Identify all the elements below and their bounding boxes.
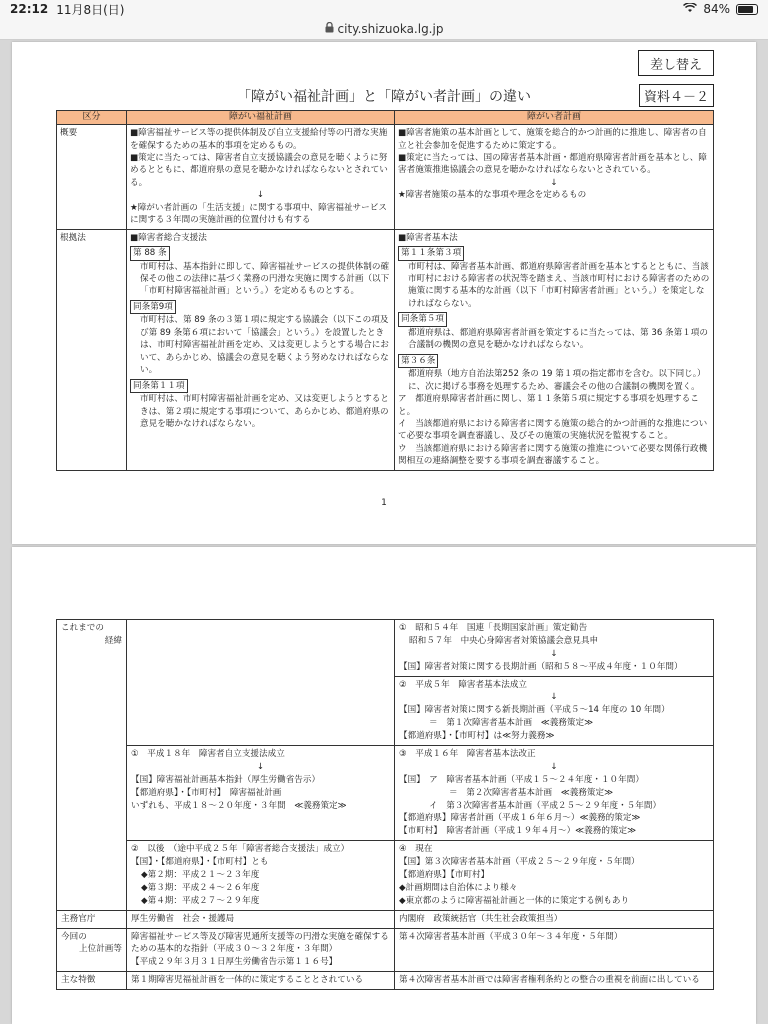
list-item: ◆第４期：平成２７～２９年度 [141, 895, 260, 906]
article-text: 市町村は、第 89 条の３第１項に規定する協議会（以下この項及び第 89 条第６項において「協議会」という。）を設置したときは、市町村障害福祉計画を定め、又は変更しようとする場合において、あらかじめ、協議会の意見を聴くよう努めなければならない。 [140, 315, 389, 376]
table-header-row [57, 111, 714, 125]
article-text: 市町村は、障害者基本計画、都道府県障害者計画を基本とするとともに、当該市町村における障害者の状況等を踏まえ、当該市町村における障害者のための施策に関する基本的な計画（以下「市町村障害者計画」という。）を策定しなければならない。 [408, 261, 710, 309]
row-label: 根拠法 [57, 229, 127, 470]
arrow-down: ↓ [550, 761, 558, 772]
table-row [57, 928, 714, 972]
article-tag: 第３６条 [398, 354, 438, 368]
list-item: 【都道府県】【市町村】 [399, 870, 490, 881]
label-line: 上位計画等 [79, 944, 122, 955]
list-item: いずれも、平成１８～２０年度・３年間 ≪義務策定≫ [131, 800, 347, 811]
lock-icon [325, 22, 334, 36]
list-item: 【国】障害者対策に関する長期計画（昭和５８～平成４年度・１０年間） [399, 661, 683, 672]
table-row [57, 620, 714, 677]
list-item: 【国】第３次障害者基本計画（平成２５～２９年度・５年間） [399, 857, 640, 868]
list-item: 【都道府県】・【市町村】は≪努力義務≫ [399, 731, 555, 742]
header-category: 区分 [57, 111, 127, 125]
article-text: 都道府県（地方自治法第252 条の 19 第１項の指定都市を含む。以下同じ。）に、次に掲げる事務を処理するため、審議会その他の合議制の機関を置く。 [408, 369, 706, 392]
list-item: ＝ 第１次障害者基本計画 ≪義務策定≫ [429, 718, 594, 729]
arrow-down: ↓ [550, 177, 558, 188]
list-item: ◆第２期：平成２１～２３年度 [141, 870, 260, 881]
page-number: 1 [381, 498, 387, 508]
list-item: ◆東京都のように障害福祉計画と一体的に策定する例もあり [399, 895, 630, 906]
article-tag: 同条第１１項 [130, 379, 188, 393]
law-name: ■障害者総合支援法 [130, 232, 207, 243]
address-bar[interactable] [0, 18, 768, 40]
history-right-4 [395, 841, 714, 910]
authority-right: 内閣府 政策統括官（共生社会政策担当） [395, 910, 714, 928]
list-item: ■策定に当たっては、国の障害者基本計画・都道府県障害者計画を基本とし、障害者施策推進協議会の意見を聴かなければならないとされている。 [398, 152, 707, 176]
list-item: 【平成２９年３月３１日厚生労働省告示第１１６号】 [131, 957, 338, 968]
basis-right [395, 229, 714, 470]
list-item: ◆第３期：平成２４～２６年度 [141, 882, 260, 893]
list-item: イ 当該都道府県における障害者に関する施策の総合的かつ計画的な推進について必要な事項を調査審議し、及びその施策の実施状況を監視すること。 [398, 419, 708, 442]
list-item: 【市町村】 障害者計画（平成１９年４月～）≪義務的策定≫ [399, 826, 637, 837]
article-tag: 第 88 条 [130, 246, 170, 260]
article-text: 市町村は、基本指針に即して、障害福祉サービスの提供体制の確保その他この法律に基づく業務の円滑な実施に関する計画（以下「市町村障害福祉計画」という。）を定めるものとする。 [140, 261, 390, 297]
history-left-3 [127, 746, 395, 841]
article-tag: 第１１条第３項 [398, 246, 464, 260]
table-row [57, 841, 714, 910]
list-item: ② 平成５年 障害者基本法成立 [399, 679, 528, 690]
list-item: 【国】障害福祉計画基本指針（厚生労働省告示） [131, 774, 321, 785]
list-item: ② 以後 （途中平成２５年「障害者総合支援法」成立） [131, 844, 350, 855]
wifi-icon [683, 2, 697, 16]
row-label [57, 620, 127, 911]
row-label [57, 928, 127, 972]
battery-icon [736, 4, 758, 15]
list-item: ① 平成１８年 障害者自立支援法成立 [131, 749, 285, 760]
arrow-down: ↓ [256, 190, 265, 201]
table-row [57, 746, 714, 841]
feature-left: 第１期障害児福祉計画を一体的に策定することとされている [127, 972, 395, 990]
list-item: ■障害者施策の基本計画として、施策を総合的かつ計画的に推進し、障害者の自立と社会参加を促進するために策定する。 [398, 128, 707, 151]
battery-percent: 84% [703, 2, 730, 16]
list-item: イ 第３次障害者基本計画（平成２５～２９年度・５年間） [429, 800, 662, 811]
list-item: ① 昭和５４年 国連「長期国家計画」策定勧告 [399, 623, 588, 633]
list-item: ア 都道府県障害者計画に関し、第１１条第５項に規定する事項を処理すること。 [398, 394, 699, 417]
list-item: 【都道府県】・【市町村】 障害福祉計画 [131, 787, 282, 798]
empty-cell [127, 620, 395, 746]
label-line: 今回の [61, 931, 87, 942]
header-disability-plan: 障がい者計画 [395, 111, 714, 125]
overview-left [127, 125, 395, 230]
list-item: ★障がい者計画の「生活支援」に関する事項中、障害福祉サービスに関する３年間の実施計画的位置付けも有する [130, 202, 387, 226]
feature-right: 第４次障害者基本計画では障害者権利条約との整合の重視を前面に出している [395, 972, 714, 990]
list-item: 【都道府県】障害者計画（平成１６年６月～）≪義務的策定≫ [399, 813, 641, 824]
history-right-2 [395, 676, 714, 745]
status-time: 22:12 [10, 2, 49, 16]
row-label: 主な特徴 [57, 972, 127, 990]
header-welfare-plan: 障がい福祉計画 [127, 111, 395, 125]
arrow-down: ↓ [256, 761, 265, 772]
list-item: ◆計画期間は自治体により様々 [399, 882, 518, 893]
law-name: ■障害者基本法 [398, 232, 458, 243]
list-item: ★障害者施策の基本的な事項や理念を定めるもの [398, 190, 587, 201]
label-line: 経緯 [104, 635, 122, 646]
list-item: ■策定に当たっては、障害者自立支援協議会の意見を聴くように努めるとともに、都道府県の意見を聴かなければならないとされている。 [130, 152, 388, 188]
list-item: ウ 当該都道府県における障害者に関する施策の推進について必要な関係行政機関相互の連絡調整を要する事項を調査審議すること。 [398, 443, 708, 467]
table-row [57, 125, 714, 230]
document-title: 「障がい福祉計画」と「障がい者計画」の違い [237, 89, 531, 105]
table-row [57, 910, 714, 928]
upper-right: 第４次障害者基本計画（平成３０年～３４年度・５年間） [395, 928, 714, 972]
overview-right [395, 125, 714, 230]
history-left-4 [127, 841, 395, 910]
list-item: 【国】障害者対策に関する新長期計画（平成５～14 年度の 10 年間） [399, 705, 670, 716]
article-tag: 同条第５項 [398, 312, 447, 326]
history-table [56, 619, 714, 990]
row-label: 主務官庁 [57, 910, 127, 928]
list-item: ■障害福祉サービス等の提供体制及び自立支援給付等の円滑な実施を確保するための基本的事項を定めるもの。 [130, 128, 388, 151]
label-line: これまでの [61, 623, 104, 633]
list-item: ＝ 第２次障害者基本計画 ≪義務策定≫ [449, 787, 614, 798]
upper-left [127, 928, 395, 972]
arrow-down: ↓ [550, 648, 558, 659]
replacement-label: 差し替え [638, 50, 714, 76]
arrow-down: ↓ [550, 692, 558, 703]
list-item: ③ 平成１６年 障害者基本法改正 [399, 749, 536, 760]
list-item: 【国】・【都道府県】・【市町村】とも [131, 857, 269, 868]
document-page-1 [12, 42, 756, 544]
history-right-3 [395, 746, 714, 841]
document-page-2 [12, 547, 756, 1024]
table-row [57, 972, 714, 990]
article-text: 市町村は、市町村障害福祉計画を定め、又は変更しようとするときは、第２項に規定する事項について、あらかじめ、都道府県の意見を聴かなければならない。 [140, 394, 389, 430]
document-label: 資料４－２ [639, 84, 714, 107]
comparison-table [56, 110, 714, 471]
status-bar [0, 0, 768, 18]
article-text: 都道府県は、都道府県障害者計画を策定するに当たっては、第 36 条第１項の合議制の機関の意見を聴かなければならない。 [408, 327, 708, 351]
url-text: city.shizuoka.lg.jp [337, 21, 444, 36]
list-item: 障害福祉サービス等及び障害児通所支援等の円滑な実施を確保するための基本的な指針（平成３０～３２年度・３年間） [131, 931, 389, 955]
list-item: 【国】 ア 障害者基本計画（平成１５～２４年度・１０年間） [399, 774, 644, 785]
history-right-1 [395, 620, 714, 677]
list-item: 昭和５７年 中央心身障害者対策協議会意見具申 [409, 635, 599, 646]
row-label: 概要 [57, 125, 127, 230]
table-row [57, 229, 714, 470]
list-item: ④ 現在 [399, 844, 433, 855]
status-date: 11月8日(日) [56, 2, 125, 17]
authority-left: 厚生労働省 社会・援護局 [127, 910, 395, 928]
article-tag: 同条第9項 [130, 300, 176, 314]
basis-left [127, 229, 395, 470]
